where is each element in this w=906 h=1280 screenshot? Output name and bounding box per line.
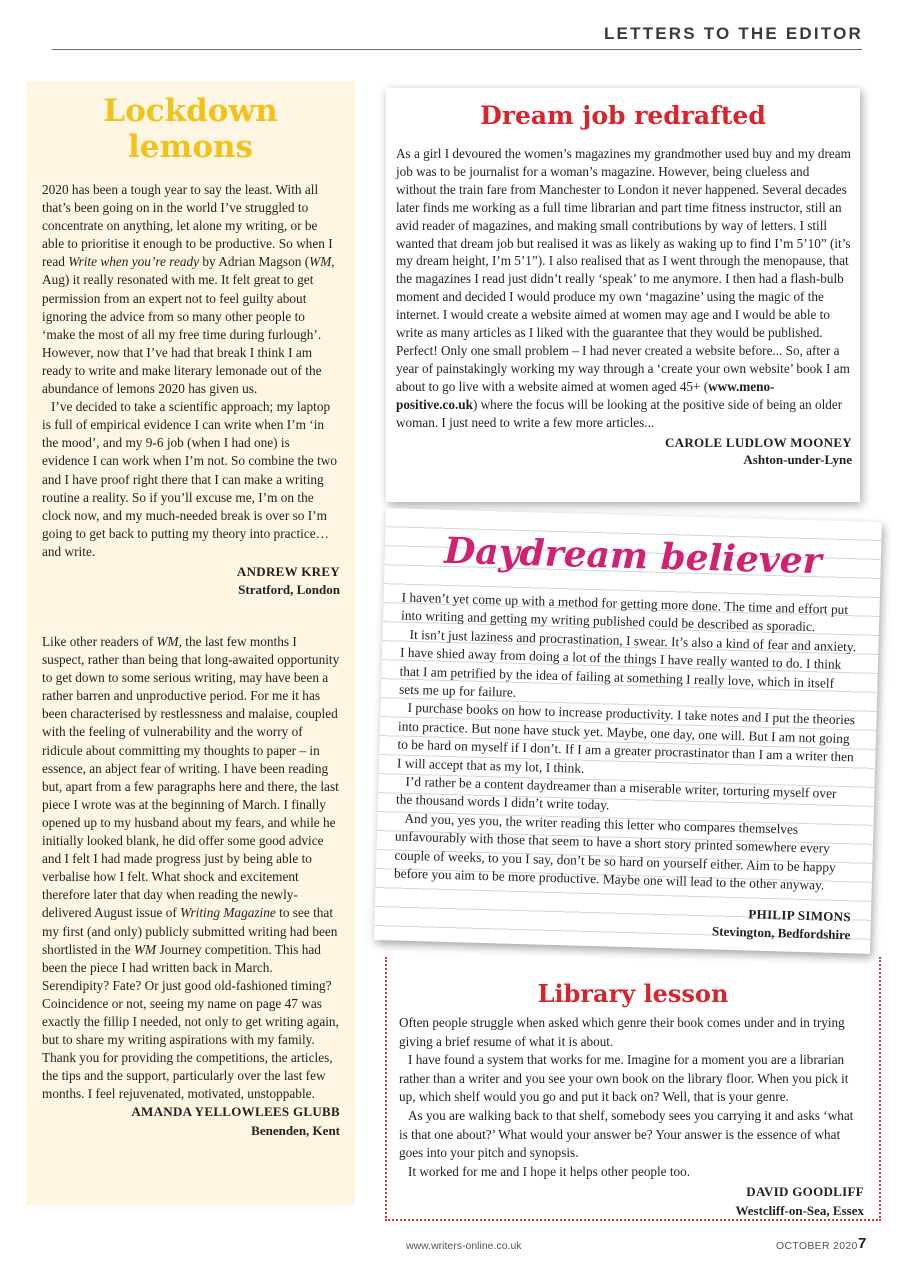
header-rule [52, 49, 862, 50]
dream-job-author: CAROLE LUDLOW MOONEY [664, 434, 852, 450]
library-author: DAVID GOODLIFF [746, 1184, 864, 1200]
lemons-author: ANDREW KREY [236, 563, 340, 579]
library-paragraph-1: Often people struggle when asked which genre their book comes under and in trying giving a brief resume of what it is about. [399, 1015, 845, 1049]
library-box [385, 957, 881, 1221]
library-paragraph-3: As you are walking back to that shelf, somebody sees you carrying it and asks ‘what is that one about?’ What would your answer be? Your answer is the essence of what goes into your pitch and synopsis. [399, 1107, 854, 1161]
second-paragraph: Like other readers of WM, the last few months I suspect, rather than being that long-awaited opportunity to get down to some serious writing, may have been a rather barren and unproductive period. For me it has been characterised by restlessness and malaise, coupled with the feeling of vulnerability and the worry of ridicule about committing my thoughts to paper – in essence, an abject fear of writing. I have been reading but, apart from a few paragraphs here and there, the last piece I wrote was at the beginning of March. I finally opened up to my husband about my fears, and while he initially looked blank, he did offer some good advice and I felt I had made progress just by being able to verbalise how I felt. What shock and excitement therefore later that day when reading the newly-delivered August issue of Writing Magazine to see that my first (and only) publicly submitted writing had been shortlisted in the WM Journey competition. This had been the piece I had written back in March. Serendipity? Fate? Or just good old-fashioned timing? Coincidence or not, seeing my name on page 47 was exactly the fillip I needed, not only to get writing again, but to share my writing aspirations with my family. Thank you for providing the competitions, the articles, the tips and the support, particularly over the last few months. I feel rejuvenated, motivated, unstoppable. [42, 634, 340, 1102]
daydream-location: Stevington, Bedfordshire [711, 923, 851, 943]
lemons-title [26, 93, 355, 165]
daydream-paragraph-1: I haven’t yet come up with a method for getting more done. The time and effort put into writing and getting my writing published could be described as sporadic. [400, 589, 849, 635]
dream-job-card [386, 88, 860, 502]
dream-job-paragraph: As a girl I devoured the women’s magazines my grandmother used buy and my dream job was to be journalist for a woman’s magazine. However, being clueless and without the train fare from Manchester to London it never happened. Several decades later finds me working as a full time librarian and part time fitness instructor, still an avid reader of magazines, and making small contributions by way of letters. I still wanted that dream job but realised it was as likely as waking up to find I’m 5’10” (it’s my dream height, I’m 5’1”). I also realised that as I went through the menopause, that the magazines I read just didn’t really ‘speak’ to me anymore. I then had a flash-bulb moment and decided I would produce my own ‘magazine’ using the magic of the internet. I would create a website aimed at women may age and I would be able to write as many articles as I liked with the guarantee that they would be published. Perfect! Only one small problem – I had never created a website before... So, after a year of painstakingly working my way through a ‘create your own website’ book I am about to go live with a website aimed at women aged 45+ (www.meno-positive.co.uk) where the focus will be looking at the positive side of being an older woman. I just need to write a few more articles... [396, 146, 851, 430]
daydream-paragraph-4: I’d rather be a content daydreamer than a miserable writer, torturing myself over the thousand words I didn’t write today. [395, 773, 837, 813]
library-location: Westcliff-on-Sea, Essex [735, 1202, 864, 1218]
daydream-paragraph-2: It isn’t just laziness and procrastination, I swear. It’s also a kind of fear and anxiety. I have shied away from doing a lot of the things I have really wanted to do. I think that I am petrified by the idea of failing at something I really love, which in itself sets me up for failure. [398, 626, 857, 700]
library-paragraph-2: I have found a system that works for me. Imagine for a moment you are a librarian rather than a writer and you see your own book on the library floor. When you pick it up, which shelf would you go and put it back on? Well, that is your genre. [399, 1052, 849, 1105]
library-letter [399, 1014, 864, 1221]
page-number: 7 [858, 1235, 867, 1252]
lemons-paragraph-2: I’ve decided to take a scientific approach; my laptop is full of empirical evidence I can write when I’m ‘in the mood’, and my 9-6 job (when I had one) is evidence I can work when I’m not. So combine the two and I have proof right there that I can make a writing routine a reality. So if you’ll excuse me, I’m on the clock now, and my much-needed break is over so I’m going to get back to putting my theory into practice… and write. [42, 399, 338, 559]
website-link[interactable]: www.meno-positive.co.uk [396, 378, 775, 412]
lemons-letter [42, 181, 340, 599]
footer-issue: OCTOBER 2020 [776, 1240, 858, 1252]
library-title: Library lesson [537, 979, 729, 1008]
second-author: AMANDA YELLOWLEES GLUBB [131, 1104, 340, 1120]
lemons-paragraph-1: 2020 has been a tough year to say the least. With all that’s been going on in the world I’ve struggled to concentrate on anything, let alone my writing, or be able to prioritise it enough to be productive. So when I read Write when you’re ready by Adrian Magson (WM, Aug) it really resonated with me. It felt great to get permission from an expert not to feel guilty about ignoring the advice from so many other people to ‘make the most of all my free time during furlough’. However, now that I’ve had that break I think I am ready to write and make literary lemonade out of the abundance of lemons 2020 has given us. [42, 182, 335, 397]
dream-job-letter [396, 145, 852, 469]
daydream-title: Daydream believer [443, 529, 823, 583]
daydream-card [374, 508, 882, 954]
second-location: Benenden, Kent [251, 1122, 340, 1138]
daydream-paragraph-5: And you, yes you, the writer reading this letter who compares themselves unfavourably with those that seem to have a short story printed somewhere every couple of weeks, to you I say, don’t be so hard on yourself either. Aim to be happy before you aim to be more productive. Maybe one will lead to the other anyway. [393, 810, 836, 893]
section-header: LETTERS TO THE EDITOR [603, 24, 863, 43]
daydream-paragraph-3: I purchase books on how to increase productivity. I take notes and I put the theories into practice. But none have stuck yet. Maybe, one day, one will. But I am not going to be hard on myself if I don’t. If I am a greater procrastinator than I am a writer then I will accept that as my lot, I think. [396, 700, 856, 776]
dream-job-location: Ashton-under-Lyne [743, 452, 852, 468]
lemons-location: Stratford, London [238, 582, 340, 598]
library-paragraph-4: It worked for me and I hope it helps other people too. [408, 1163, 690, 1179]
footer-url[interactable]: www.writers-online.co.uk [406, 1240, 522, 1252]
dream-job-title: Dream job redrafted [480, 101, 766, 130]
lemons-title-line1: Lockdown [103, 93, 278, 129]
article-title: Write when you’re ready [68, 254, 200, 270]
second-letter [42, 633, 340, 1140]
left-column-panel [26, 81, 355, 1205]
daydream-author: PHILIP SIMONS [748, 905, 852, 924]
daydream-letter [392, 589, 859, 945]
magazine-title: Writing Magazine [180, 905, 276, 921]
lemons-title-line2: lemons [128, 129, 253, 165]
